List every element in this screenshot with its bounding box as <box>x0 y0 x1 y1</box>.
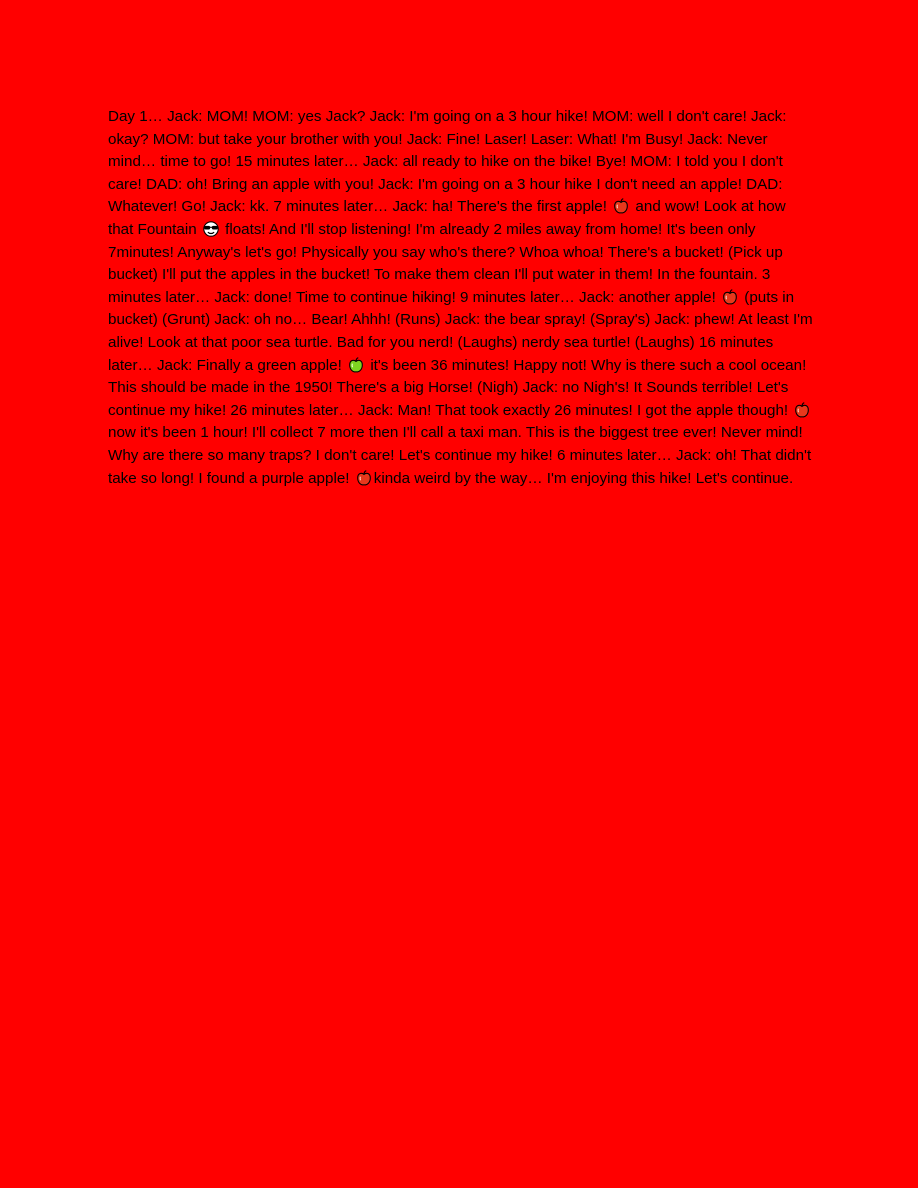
story-text-1: Day 1… Jack: MOM! MOM: yes Jack? Jack: I'm going on a 3 hour hike! MOM: well I don't care! Jack: okay? MOM: but take your brother with you! Jack: Fine! Laser! Laser: What! I'm Busy! Jack: Never mind… time to go! 15 minutes later… Jack: all ready to hike on the bike! Bye! MOM: I told you I don't care! DAD: oh! Bring an apple with you! Jack: I'm going on a 3 hour hike I don't need an apple! DAD: Whatever! Go! Jack: kk. 7 minutes later… Jack: ha! There's the first apple! <box>108 108 787 216</box>
story-text-4: (puts in bucket) (Grunt) Jack: oh no… Bear! Ahhh! (Runs) Jack: the bear spray! (Spray's) Jack: phew! At least I'm alive! Look at that poor sea turtle. Bad for you nerd! (Laughs) nerdy sea turtle! (Laughs) 16 minutes later… Jack: Finally a green apple! <box>108 288 813 374</box>
red-apple-icon <box>721 288 739 306</box>
story-paragraph <box>108 106 813 490</box>
red-apple-icon <box>612 197 630 215</box>
green-apple-icon <box>347 356 365 374</box>
story-text-5: it's been 36 minutes! Happy not! Why is there such a cool ocean! This should be made in the 1950! There's a big Horse! (Nigh) Jack: no Nigh's! It Sounds terrible! Let's continue my hike! 26 minutes later… Jack: Man! That took exactly 26 minutes! I got the apple though! <box>108 356 807 419</box>
story-text-6: now it's been 1 hour! I'll collect 7 more then I'll call a taxi man. This is the biggest tree ever! Never mind! Why are there so many traps? I don't care! Let's continue my hike! 6 minutes later… Jack: oh! That didn't take so long! I found a purple apple! <box>108 424 812 487</box>
story-text-3: floats! And I'll stop listening! I'm already 2 miles away from home! It's been only 7minutes! Anyway's let's go! Physically you say who's there? Whoa whoa! There's a bucket! (Pick up bucket) I'll put the apples in the bucket! To make them clean I'll put water in them! In the fountain. 3 minutes later… Jack: done! Time to continue hiking! 9 minutes later… Jack: another apple! <box>108 220 783 306</box>
sunglasses-face-icon <box>202 220 220 238</box>
red-apple-icon <box>355 469 373 487</box>
story-text-2: and wow! Look at how that Fountain <box>108 198 786 238</box>
red-apple-icon <box>793 401 811 419</box>
story-text-7: kinda weird by the way… I'm enjoying this hike! Let's continue. <box>373 469 794 487</box>
